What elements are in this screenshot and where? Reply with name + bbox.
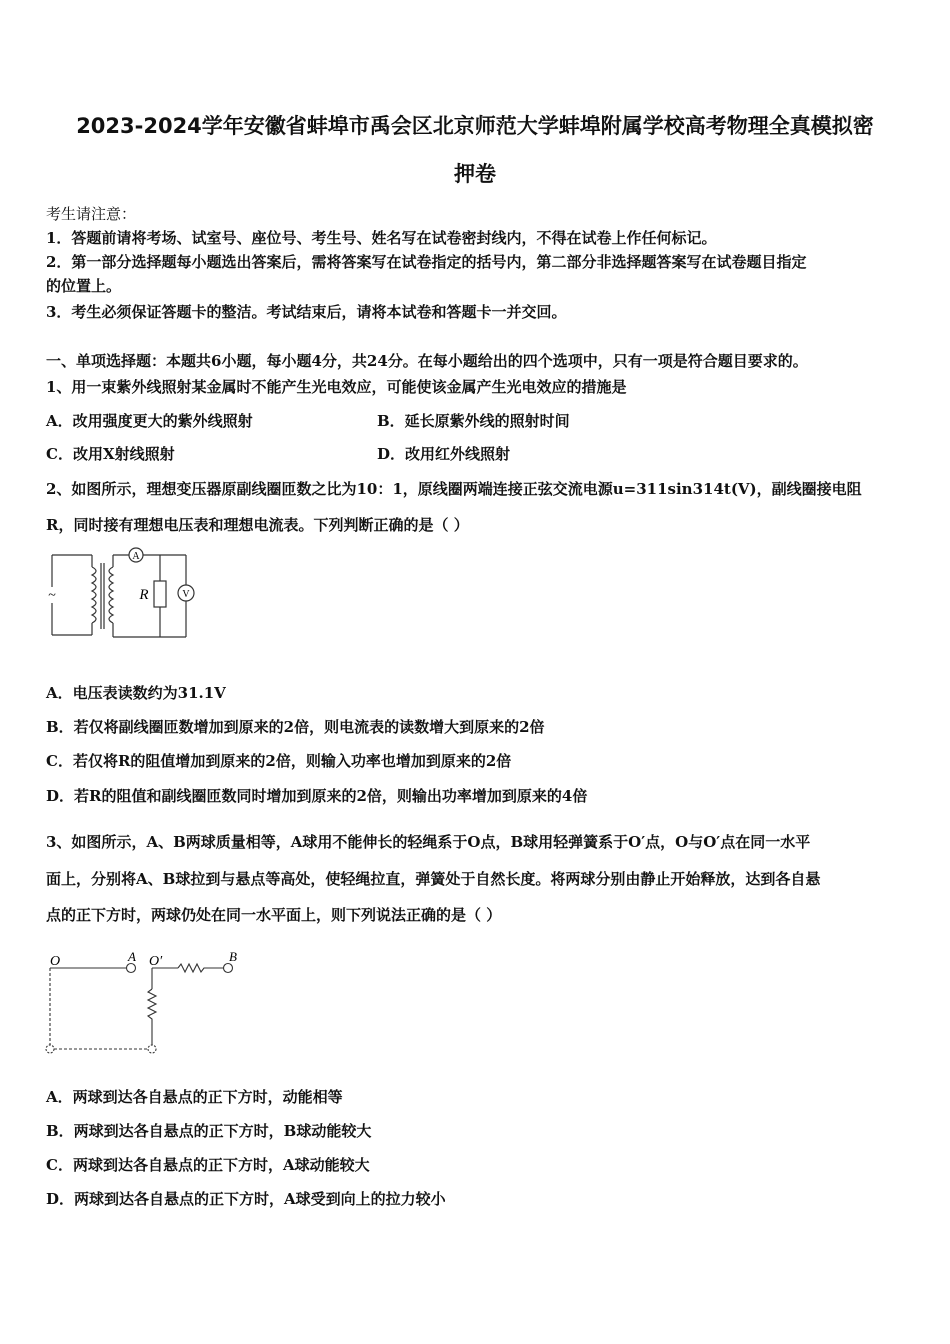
resistor-label: R [139,587,149,603]
q3-option-c: C．两球到达各自悬点的正下方时，A球动能较大 [46,1156,370,1174]
q2-option-b: B．若仅将副线圈匝数增加到原来的2倍，则电流表的读数增大到原来的2倍 [46,718,545,736]
q3-option-a: A．两球到达各自悬点的正下方时，动能相等 [46,1088,343,1106]
ammeter-label: A [132,551,140,562]
ac-source-symbol: ~ [48,588,56,603]
notice-item-3: 3．考生必须保证答题卡的整洁。考试结束后，请将本试卷和答题卡一并交回。 [46,303,567,321]
notice-heading: 考生请注意： [46,205,137,223]
q3-stem-line1: 3、如图所示，A、B两球质量相等，A球用不能伸长的轻绳系于O点，B球用轻弹簧系于O′点，O与O′点在同一水平 [46,833,811,851]
q3-option-d: D．两球到达各自悬点的正下方时，A球受到向上的拉力较小 [46,1190,446,1208]
q1-stem: 1、用一束紫外线照射某金属时不能产生光电效应，可能使该金属产生光电效应的措施是 [46,378,627,396]
q1-option-b: B．延长原紫外线的照射时间 [377,412,570,430]
q3-stem-line2: 面上，分别将A、B球拉到与悬点等高处，使轻绳拉直，弹簧处于自然长度。将两球分别由静止开始释放，达到各自悬 [46,870,821,888]
q2-option-d: D．若R的阻值和副线圈匝数同时增加到原来的2倍，则输出功率增加到原来的4倍 [46,787,588,805]
ball-a-initial [127,964,136,973]
point-o-label: O [50,954,61,969]
q3-pendulum-spring-figure [40,945,250,1063]
document-title-line2: 押卷 [454,162,496,186]
ball-b-final [148,1045,156,1053]
transformer-core [101,563,104,629]
secondary-coil [109,567,113,623]
section-1-heading: 一、单项选择题：本题共6小题，每小题4分，共24分。在每小题给出的四个选项中，只有一项是符合题目要求的。 [46,352,808,370]
q1-option-d: D．改用红外线照射 [377,445,511,463]
q2-stem-line1: 2、如图所示，理想变压器原副线圈匝数之比为10：1，原线圈两端连接正弦交流电源u=311sin314t(V)，副线圈接电阻 [46,480,862,498]
voltmeter-label: V [182,589,190,600]
ball-a-final [46,1045,54,1053]
q1-option-c: C．改用X射线照射 [46,445,175,463]
q2-option-c: C．若仅将R的阻值增加到原来的2倍，则输入功率也增加到原来的2倍 [46,752,512,770]
ball-b-label: B [229,949,237,964]
ball-b-initial [224,964,233,973]
notice-item-1: 1．答题前请将考场、试室号、座位号、考生号、姓名写在试卷密封线内，不得在试卷上作任何标记。 [46,229,717,247]
ball-a-label: A [128,949,136,964]
spring-horizontal [178,964,223,972]
resistor-symbol [154,581,166,607]
q2-transformer-circuit-figure [40,545,212,645]
notice-item-2b: 的位置上。 [46,277,122,295]
notice-item-2a: 2．第一部分选择题每小题选出答案后，需将答案写在试卷指定的括号内，第二部分非选择题答案写在试卷题目指定 [46,253,807,271]
spring-vertical [148,989,156,1045]
q2-option-a: A．电压表读数约为31.1V [46,684,226,702]
q1-option-a: A．改用强度更大的紫外线照射 [46,412,253,430]
point-o-prime-label: O′ [149,954,163,969]
primary-coil [92,567,96,623]
q3-stem-line3: 点的正下方时，两球仍处在同一水平面上，则下列说法正确的是（ ） [46,906,502,924]
q3-option-b: B．两球到达各自悬点的正下方时，B球动能较大 [46,1122,372,1140]
document-title-line1: 2023-2024学年安徽省蚌埠市禹会区北京师范大学蚌埠附属学校高考物理全真模拟密 [76,114,874,138]
q2-stem-line2: R，同时接有理想电压表和理想电流表。下列判断正确的是（ ） [46,516,469,534]
